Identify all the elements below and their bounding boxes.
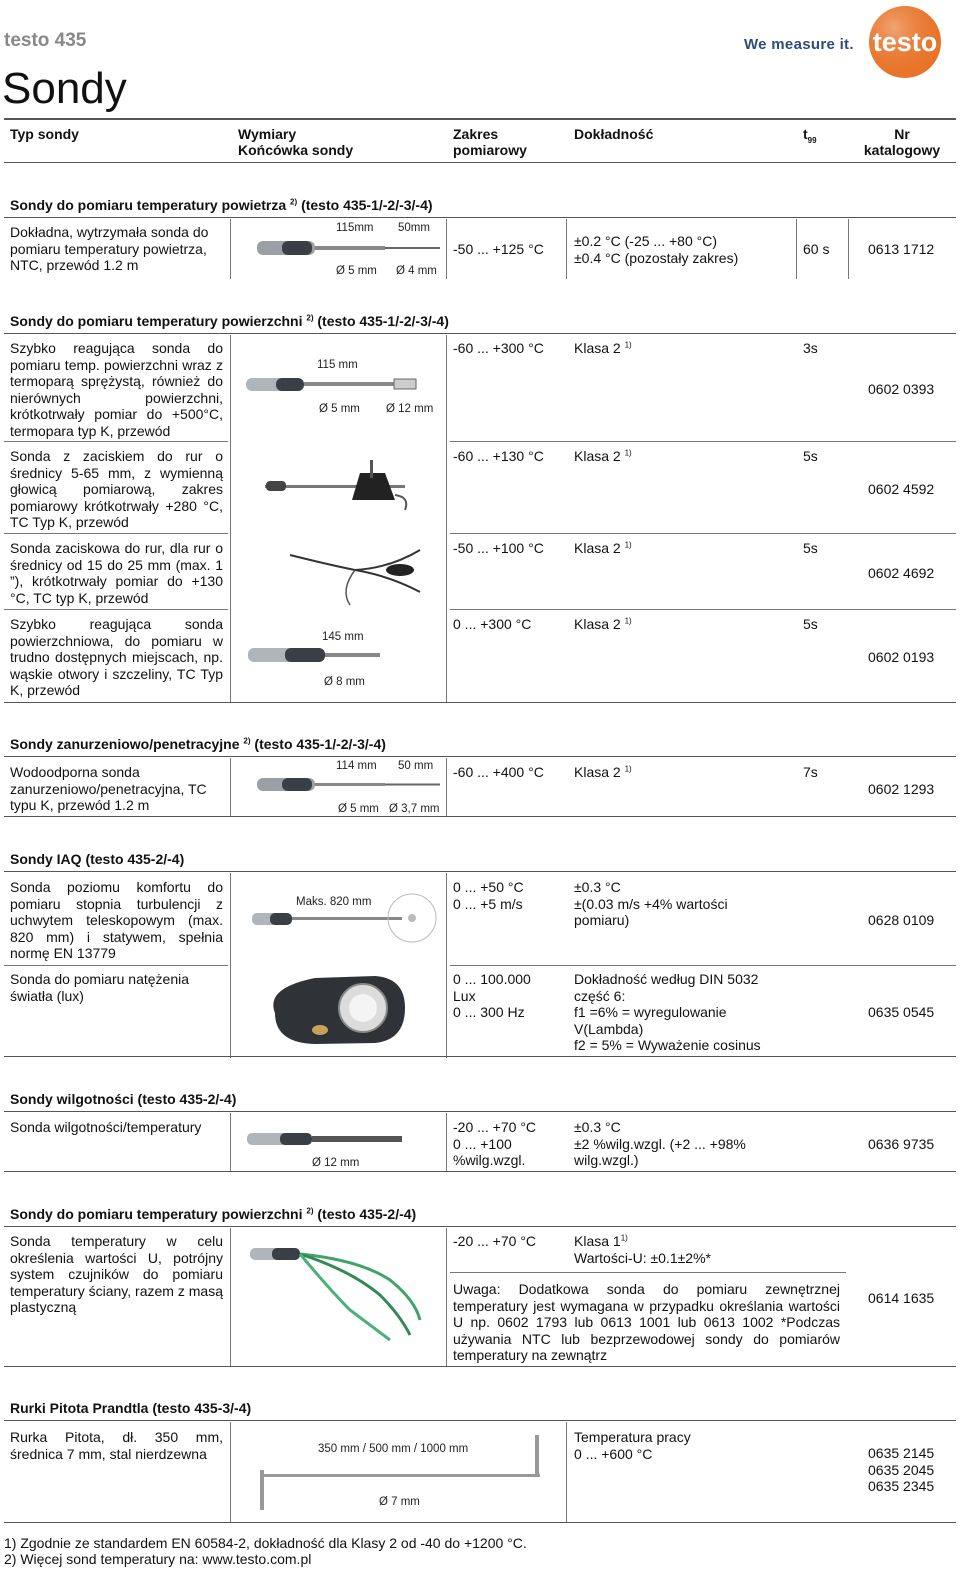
row-t99: 5s — [803, 540, 818, 556]
dim-diameter: Ø 8 mm — [324, 676, 365, 688]
row-range: -20 ... +70 °C — [453, 1233, 537, 1249]
row-desc: Sonda zaciskowa do rur, dla rur o średnicy od 15 do 25 mm (max. 1 ”), krótkotrwały pomiar do +130 °C, TC typ K, przewód — [10, 540, 223, 606]
row-accuracy: ±0.3 °C ±2 %wilg.wzgl. (+2 ... +98% wilg.wzgl.) — [574, 1119, 746, 1168]
row-accuracy: Klasa 2 $^{1)}$ — [574, 340, 632, 356]
row-t99: 60 s — [803, 241, 830, 257]
header-t99: $t_{99}$ — [803, 126, 817, 145]
row-accuracy: ±0.2 °C (-25 ... +80 °C) ±0.4 °C (pozostały zakres) — [574, 233, 739, 266]
row-range: 0 ... +50 °C 0 ... +5 m/s — [453, 879, 524, 912]
pitot-tube-image — [240, 1425, 560, 1520]
row-accuracy: Dokładność według DIN 5032 część 6: f1 =6% = wyregulowanie V(Lambda) f2 = 5% = Wyważenie cosinus — [574, 971, 761, 1053]
dim-length: 114 mm — [336, 760, 377, 772]
section-humidity: Sondy wilgotności (testo 435-2/-4) — [10, 1091, 237, 1107]
row-desc: Sonda do pomiaru natężenia światła (lux) — [10, 971, 190, 1004]
section-pitot: Rurki Pitota Prandtla (testo 435-3/-4) — [10, 1400, 252, 1416]
section-immersion: Sondy zanurzeniowo/penetracyjne $^{2)}$ (testo 435-1/-2/-3/-4) — [10, 736, 386, 752]
row-desc: Szybko reagująca sonda powierzchniowa, do pomiaru w trudno dostępnych miejscach, np. wąskie otwory i szczeliny, TC Typ K, przewód — [10, 616, 223, 698]
section-iaq: Sondy IAQ (testo 435-2/-4) — [10, 851, 185, 867]
row-accuracy: Klasa 2 $^{1)}$ — [574, 764, 632, 780]
immersion-probe-image — [232, 757, 447, 817]
dim-length: 115mm — [336, 222, 374, 234]
row-order: 0635 2145 0635 2045 0635 2345 — [868, 1445, 935, 1494]
lux-probe-image — [265, 968, 425, 1056]
section-surface-temp: Sondy do pomiaru temperatury powierzchni $^{2)}$ (testo 435-1/-2/-3/-4) — [10, 313, 449, 329]
row-order: 0614 1635 — [868, 1290, 935, 1306]
dim-diameter: Ø 5 mm — [336, 265, 377, 277]
dim-tip-diameter: Ø 3,7 mm — [389, 803, 440, 815]
row-t99: 5s — [803, 448, 818, 464]
row-range: 0 ... 100.000 Lux 0 ... 300 Hz — [453, 971, 531, 1020]
row-t99: 3s — [803, 340, 818, 356]
row-note: Uwaga: Dodatkowa sonda do pomiaru zewnętrznej temperatury jest wymagana w przypadku określania wartości U np. 0602 1793 lub 0613 1001 lub 0613 1002 *Podczas używania NTC lub bezprzewodowej sondy do pomiarów temperatury na zewnątrz — [453, 1281, 840, 1363]
testo-logo — [855, 5, 955, 80]
row-accuracy: Klasa 2 $^{1)}$ — [574, 448, 632, 464]
row-accuracy: Klasa 1$^{1)}$ Wartości-U: ±0.1±2%* — [574, 1233, 711, 1266]
pipe-clip-probe-image — [280, 540, 440, 610]
row-order: 0635 0545 — [868, 1004, 935, 1020]
product-name: testo 435 — [4, 30, 87, 51]
row-desc: Szybko reagująca sonda do pomiaru temp. powierzchni wraz z termoparą sprężystą, również do nierównych powierzchni, krótkotrwały pomiar do +500°C, termopara typ K, przewód — [10, 340, 223, 439]
row-order: 0602 1293 — [868, 781, 935, 797]
row-range: -50 ... +100 °C — [453, 540, 544, 556]
header-dims: Wymiary Końcówka sondy — [238, 126, 354, 158]
dim-diameter: Ø 7 mm — [379, 1496, 420, 1508]
dim-length: 145 mm — [322, 631, 364, 643]
dim-tip-diameter: Ø 12 mm — [386, 403, 434, 415]
row-t99: 5s — [803, 616, 818, 632]
row-desc: Sonda wilgotności/temperatury — [10, 1119, 202, 1135]
narrow-surface-probe-image — [240, 618, 440, 693]
dim-diameter: Ø 5 mm — [319, 403, 360, 415]
logo-wordmark: testo — [872, 27, 938, 57]
row-desc: Wodoodporna sonda zanurzeniowo/penetracyjna, TC typu K, przewód 1.2 m — [10, 764, 207, 813]
row-order: 0602 4592 — [868, 481, 935, 497]
row-t99: 7s — [803, 764, 818, 780]
row-desc: Sonda poziomu komfortu do pomiaru stopnia turbulencji z uchwytem teleskopowym (max. 820 mm) i statywem, spełnia normę EN 13779 — [10, 879, 223, 961]
row-desc: Dokładna, wytrzymała sonda do pomiaru temperatury powietrza, NTC, przewód 1.2 m — [10, 224, 209, 273]
pipe-clamp-probe-image — [260, 455, 440, 525]
humidity-probe-image — [232, 1118, 447, 1173]
footnote-1: 1) Zgodnie ze standardem EN 60584-2, dokładność dla Klasy 2 od -40 do +1200 °C. — [4, 1535, 527, 1551]
row-range: -20 ... +70 °C 0 ... +100 %wilg.wzgl. — [453, 1119, 537, 1168]
logo-tagline: We measure it. — [744, 36, 854, 53]
row-accuracy: Klasa 2 $^{1)}$ — [574, 540, 632, 556]
section-air-temp: Sondy do pomiaru temperatury powietrza $^{2)}$ (testo 435-1/-2/-3/-4) — [10, 197, 433, 213]
row-range: -60 ... +300 °C — [453, 340, 544, 356]
row-range: -50 ... +125 °C — [453, 241, 544, 257]
dim-length: Maks. 820 mm — [296, 896, 372, 908]
row-range: -60 ... +400 °C — [453, 764, 544, 780]
row-range: 0 ... +300 °C — [453, 616, 532, 632]
page-title: Sondy — [2, 64, 127, 113]
dim-tip-length: 50 mm — [398, 760, 434, 772]
header-type: Typ sondy — [10, 126, 79, 142]
row-order: 0628 0109 — [868, 912, 935, 928]
row-order: 0602 0193 — [868, 649, 935, 665]
dim-tip-diameter: Ø 4 mm — [396, 265, 437, 277]
air-probe-image — [232, 219, 447, 279]
section-u-value: Sondy do pomiaru temperatury powierzchni $^{2)}$ (testo 435-2/-4) — [10, 1206, 417, 1222]
u-value-probe-image — [240, 1240, 440, 1350]
footnote-2: 2) Więcej sond temperatury na: www.testo.com.pl — [4, 1551, 312, 1567]
row-order: 0602 4692 — [868, 565, 935, 581]
row-desc: Rurka Pitota, dł. 350 mm, średnica 7 mm, stal nierdzewna — [10, 1429, 223, 1462]
row-order: 0613 1712 — [868, 241, 935, 257]
row-range: -60 ... +130 °C — [453, 448, 544, 464]
dim-diameter: Ø 5 mm — [338, 803, 379, 815]
dim-length: 350 mm / 500 mm / 1000 mm — [318, 1443, 469, 1455]
dim-tip-length: 50mm — [398, 222, 430, 234]
comfort-probe-image — [240, 880, 440, 965]
surface-probe-image — [240, 350, 440, 420]
dim-length: 115 mm — [317, 359, 358, 371]
header-range: Zakres pomiarowy — [453, 126, 527, 158]
header-order: Nr katalogowy — [863, 126, 941, 158]
dim-diameter: Ø 12 mm — [312, 1157, 360, 1169]
row-accuracy: ±0.3 °C ±(0.03 m/s +4% wartości pomiaru) — [574, 879, 728, 928]
row-desc: Sonda temperatury w celu określenia wartości U, potrójny system czujników do pomiaru temperatury ściany, razem z masą plastyczną — [10, 1233, 223, 1315]
row-accuracy: Temperatura pracy 0 ... +600 °C — [574, 1429, 691, 1462]
row-order: 0636 9735 — [868, 1136, 935, 1152]
row-accuracy: Klasa 2 $^{1)}$ — [574, 616, 632, 632]
row-desc: Sonda z zaciskiem do rur o średnicy 5-65 mm, z wymienną głowicą pomiarową, zakres pomiarowy krótkotrwały +280 °C, TC Typ K, przewód — [10, 448, 223, 530]
row-order: 0602 0393 — [868, 381, 935, 397]
header-accuracy: Dokładność — [574, 126, 654, 142]
